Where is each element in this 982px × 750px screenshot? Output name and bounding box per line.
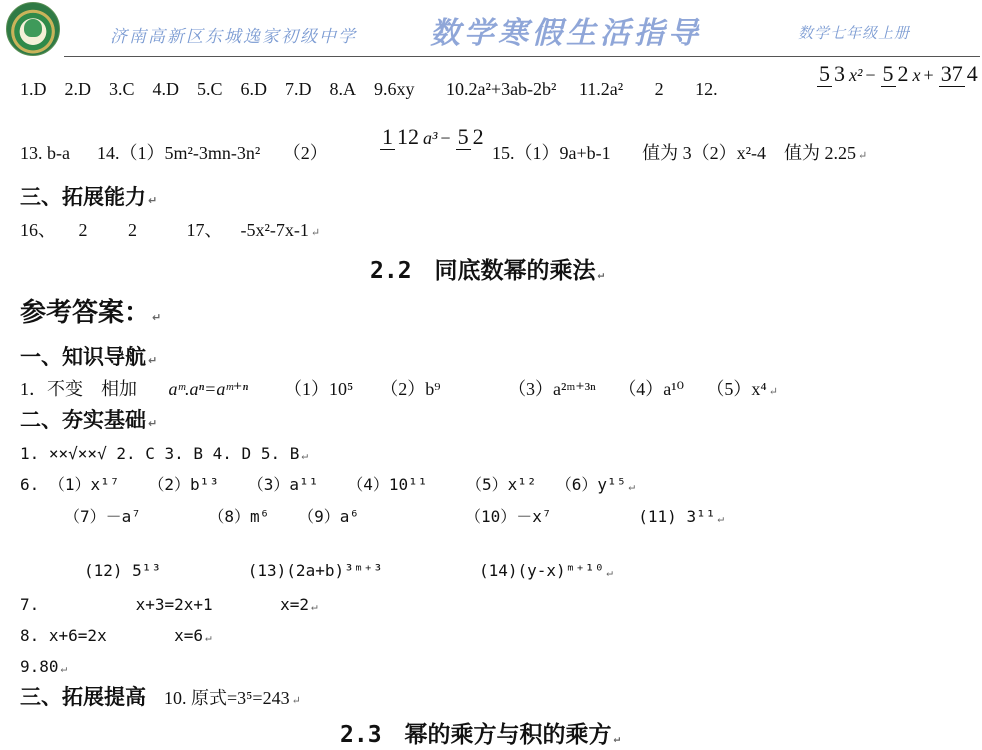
answer-line-2	[20, 142, 328, 164]
return-mark-icon: ↵	[613, 732, 621, 745]
answer-line-2b	[492, 142, 867, 167]
return-mark-icon: ↵	[152, 311, 162, 324]
fraction	[881, 62, 911, 87]
answer-item: 9.6xy	[374, 79, 415, 99]
return-mark-icon: ↵	[858, 150, 868, 162]
answer-item: 值为 3（2）x²-4	[642, 143, 767, 163]
section-title: 2.3 幂的乘方与积的乘方	[340, 722, 612, 748]
answer-item: 2.D	[64, 79, 91, 99]
answer-item: （4）10¹¹	[347, 475, 428, 494]
math-op: −	[440, 127, 451, 148]
return-mark-icon: ↵	[311, 600, 318, 613]
answer-item: 10.2a²+3ab-2b²	[446, 79, 557, 99]
answer-item: （8）m⁶	[208, 507, 270, 526]
answer-item: x=2	[280, 595, 309, 614]
answer-line-9	[64, 506, 724, 530]
header-divider	[64, 56, 980, 57]
answer-item: (14)(y-x)ᵐ⁺¹⁰	[478, 561, 605, 580]
return-mark-icon: ↵	[606, 566, 613, 579]
answer-item: 13. b-a	[20, 143, 70, 163]
answer-item: （9）a⁶	[298, 507, 360, 526]
answer-item: 14.（1）5m²-3mn-3n²	[96, 143, 261, 163]
denominator: 4	[966, 61, 978, 87]
answer-item: 1. ××√××√ 2. C 3. B 4. D 5. B	[20, 444, 300, 463]
fraction	[939, 62, 980, 87]
school-name: 济南高新区东城逸家初级中学	[110, 27, 357, 47]
denominator: 12	[397, 124, 419, 150]
answer-item: 2	[128, 220, 137, 240]
answer-line-13	[20, 656, 67, 680]
return-mark-icon: ↵	[597, 268, 605, 281]
answer-item: （5）x⁴	[706, 379, 767, 399]
denominator: 2	[897, 61, 909, 87]
answer-item: (11) 3¹¹	[638, 507, 716, 526]
section-title: 三、拓展提高	[20, 685, 146, 709]
header-title: 数学寒假生活指导	[430, 16, 702, 51]
answer-item: 2	[78, 220, 88, 240]
section-title: 三、拓展能力	[20, 185, 146, 209]
q12-expression	[815, 62, 982, 87]
answer-line-5	[20, 378, 778, 403]
answer-item: 11.2a²	[578, 79, 624, 99]
school-logo-icon	[6, 2, 60, 56]
math-term: x²	[849, 64, 863, 85]
answer-item: 12.	[695, 79, 718, 99]
answer-item: （3）a²ᵐ⁺³ⁿ	[508, 379, 596, 399]
return-mark-icon: ↵	[628, 480, 635, 493]
math-op: −	[865, 64, 876, 85]
numerator: 5	[457, 124, 469, 150]
answer-item: 17、	[186, 220, 223, 240]
answer-item: 8.A	[329, 79, 357, 99]
answer-item: 6. （1）x¹⁷	[20, 475, 120, 494]
math-term: x	[912, 64, 921, 85]
answer-line-10	[84, 560, 613, 584]
answers-heading	[20, 298, 161, 333]
answer-item: 2	[654, 79, 664, 99]
answer-item: aᵐ.aⁿ=aᵐ⁺ⁿ	[168, 379, 248, 399]
fraction	[456, 125, 486, 150]
answer-item: (13)(2a+b)³ᵐ⁺³	[247, 561, 383, 580]
answer-item: 6.D	[240, 79, 268, 99]
answer-line-12	[20, 625, 212, 649]
fraction	[380, 125, 421, 150]
return-mark-icon: ↵	[310, 227, 321, 239]
answer-item: -5x²-7x-1	[240, 220, 309, 240]
answer-line-3	[20, 219, 320, 244]
section-title: 一、知识导航	[20, 345, 146, 369]
return-mark-icon: ↵	[60, 662, 68, 675]
answer-item: （6）y¹⁵	[555, 475, 627, 494]
return-mark-icon: ↵	[148, 417, 158, 430]
answer-item: 4.D	[152, 79, 180, 99]
answer-item: 8. x+6=2x	[20, 626, 107, 645]
answer-item: （5）x¹²	[465, 475, 537, 494]
return-mark-icon: ↵	[291, 695, 301, 707]
return-mark-icon: ↵	[205, 631, 212, 644]
page-header	[0, 0, 982, 58]
answer-item: 3.C	[109, 79, 135, 99]
answer-item: （2）b⁹	[380, 379, 441, 399]
answer-item: 5.C	[197, 79, 223, 99]
q14-expression	[378, 125, 488, 150]
fraction	[817, 62, 847, 87]
answer-item: （1）10⁵	[284, 379, 354, 399]
answer-line-1	[20, 78, 718, 100]
answer-item: 10. 原式=3⁵=243	[164, 688, 290, 708]
answer-line-8	[20, 474, 635, 498]
section-heading	[20, 409, 157, 435]
section-title: 2.2 同底数幂的乘法	[370, 258, 596, 284]
answer-item: （10）－x⁷	[465, 507, 552, 526]
return-mark-icon: ↵	[301, 449, 308, 462]
answer-line-7	[20, 443, 308, 467]
answer-item: （2）b¹³	[148, 475, 219, 494]
answer-item: 值为 2.25	[784, 143, 857, 163]
answer-item: （2）	[282, 143, 328, 163]
math-term: a³	[423, 127, 438, 148]
return-mark-icon: ↵	[717, 512, 724, 525]
answers-title: 参考答案：	[20, 298, 151, 328]
numerator: 5	[882, 61, 894, 87]
numerator: 5	[819, 61, 830, 87]
answer-item: 7.	[20, 595, 40, 614]
denominator: 3	[834, 61, 845, 87]
return-mark-icon: ↵	[148, 194, 158, 207]
return-mark-icon: ↵	[148, 354, 158, 367]
answer-item: （4）a¹⁰	[618, 379, 684, 399]
math-op: +	[923, 64, 934, 85]
answer-item: （3）a¹¹	[247, 475, 319, 494]
section-heading	[20, 186, 157, 212]
section-title-2-2	[370, 252, 604, 285]
numerator: 37	[940, 61, 963, 87]
answer-item: 15.（1）9a+b-1	[492, 143, 611, 163]
answer-item: 7.D	[285, 79, 312, 99]
answer-item: 16、	[20, 220, 56, 240]
section-title: 二、夯实基础	[20, 408, 146, 432]
answer-item: 1.D	[20, 79, 47, 99]
denominator: 2	[472, 124, 484, 150]
numerator: 1	[382, 124, 393, 150]
answer-item: x=6	[174, 626, 204, 645]
section-title-2-3	[340, 716, 620, 749]
answer-line-11	[20, 594, 318, 618]
answer-item: （7）－a⁷	[64, 507, 141, 526]
section-heading	[20, 346, 157, 372]
grade-label: 数学七年级上册	[798, 24, 911, 42]
answer-item: (12) 5¹³	[84, 561, 162, 580]
answer-item: 9.80	[20, 657, 59, 676]
answer-item: x+3=2x+1	[135, 595, 213, 614]
answer-item: 1．不变 相加	[20, 379, 137, 399]
answer-line-14	[20, 686, 301, 712]
return-mark-icon: ↵	[768, 386, 778, 398]
